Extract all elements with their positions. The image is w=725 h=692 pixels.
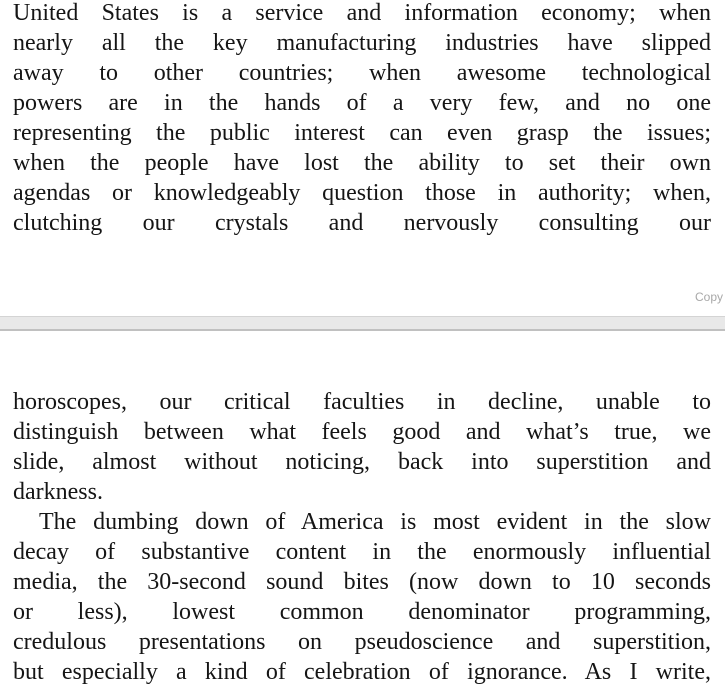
text-line: darkness.	[13, 479, 103, 505]
text-line: credulous presentations on pseudoscience and superstition,	[13, 629, 711, 655]
text-line: clutching our crystals and nervously consulting our	[13, 210, 711, 236]
text-line: horoscopes, our critical faculties in decline, unable to	[13, 389, 711, 415]
text-line: distinguish between what feels good and what’s true, we	[13, 419, 711, 445]
text-line: powers are in the hands of a very few, and no one	[13, 90, 711, 116]
text-line: decay of substantive content in the enormously influential	[13, 539, 711, 565]
text-line: nearly all the key manufacturing industries have slipped	[13, 30, 711, 56]
text-line: agendas or knowledgeably question those in authority; when,	[13, 180, 711, 206]
text-line: but especially a kind of celebration of ignorance. As I write,	[13, 659, 711, 685]
text-line: media, the 30-second sound bites (now down to 10 seconds	[13, 569, 711, 595]
page-text-top	[0, 0, 725, 238]
text-line: away to other countries; when awesome technological	[13, 60, 711, 86]
text-line: The dumbing down of America is most evident in the slow	[39, 509, 711, 535]
text-line: slide, almost without noticing, back into superstition and	[13, 449, 711, 475]
text-line: United States is a service and information economy; when	[13, 0, 711, 26]
copy-button[interactable]: Copy	[694, 290, 723, 304]
text-line: when the people have lost the ability to set their own	[13, 150, 711, 176]
text-line: or less), lowest common denominator programming,	[13, 599, 711, 625]
page-break-divider	[0, 316, 725, 331]
text-line: representing the public interest can even grasp the issues;	[13, 120, 711, 146]
page-text-bottom	[0, 387, 725, 687]
